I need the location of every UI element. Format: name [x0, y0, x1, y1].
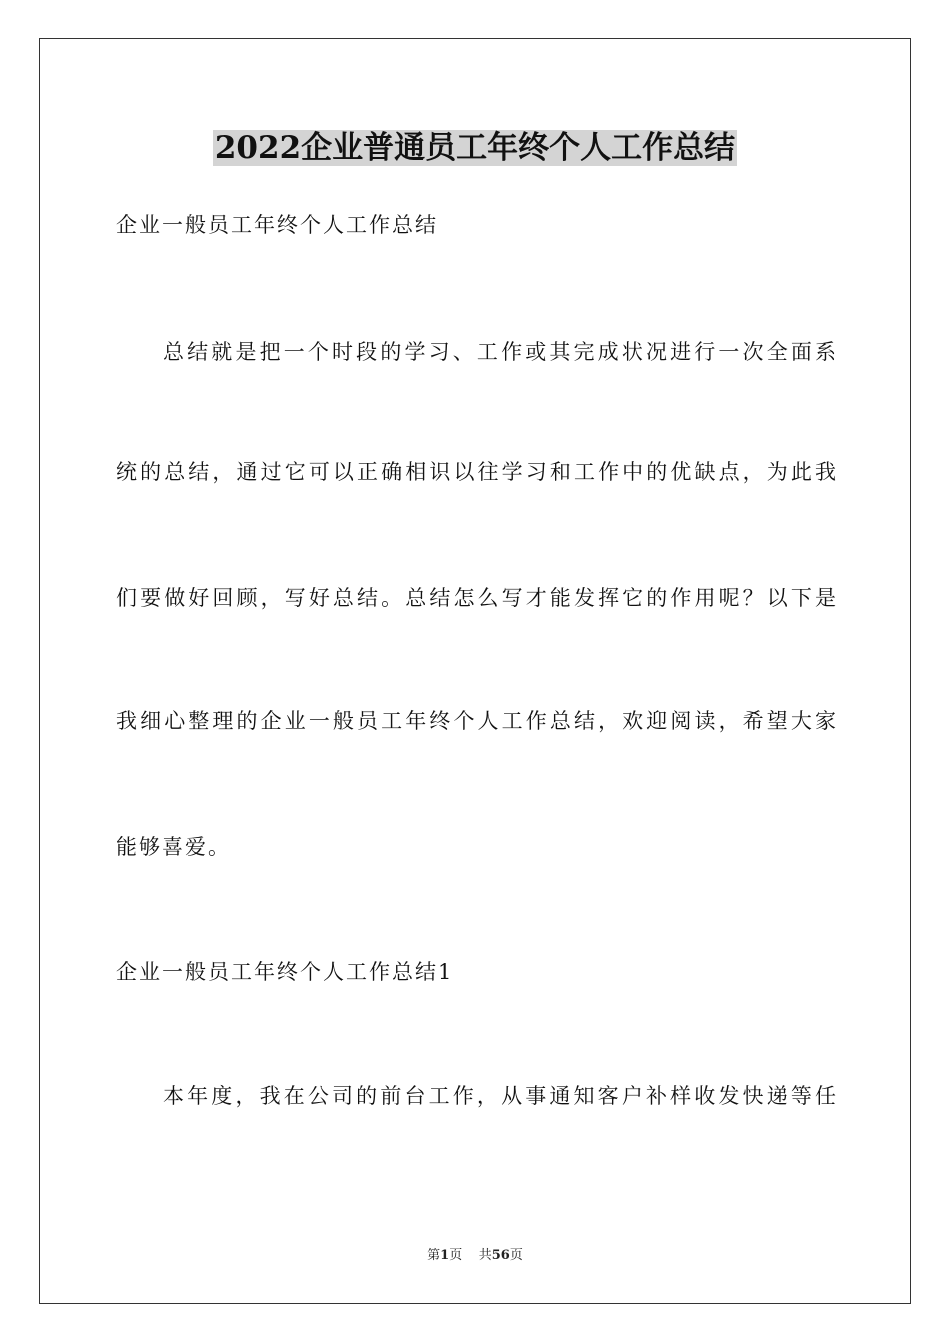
document-title — [0, 127, 950, 169]
footer-total-prefix: 共 — [478, 1248, 492, 1263]
footer-page-number: 1 — [440, 1248, 450, 1263]
paragraph-line: 我细心整理的企业一般员工年终个人工作总结，欢迎阅读，希望大家 — [116, 709, 836, 733]
paragraph-line: 统的总结，通过它可以正确相识以往学习和工作中的优缺点，为此我 — [116, 460, 836, 484]
section-heading: 企业一般员工年终个人工作总结 — [116, 213, 438, 237]
footer-total-suffix: 页 — [509, 1248, 523, 1263]
footer-total-pages: 56 — [491, 1248, 510, 1263]
paragraph-line: 本年度，我在公司的前台工作，从事通知客户补样收发快递等任 — [163, 1084, 836, 1108]
document-title-text: 2022企业普通员工年终个人工作总结 — [214, 130, 736, 166]
footer-page-suffix: 页 — [449, 1248, 463, 1263]
footer-page-prefix: 第 — [427, 1248, 441, 1263]
section-heading: 企业一般员工年终个人工作总结1 — [116, 960, 454, 984]
paragraph-line: 们要做好回顾，写好总结。总结怎么写才能发挥它的作用呢？以下是 — [116, 586, 836, 610]
page-footer — [0, 1247, 950, 1265]
paragraph-line: 总结就是把一个时段的学习、工作或其完成状况进行一次全面系 — [163, 340, 836, 364]
paragraph-line: 能够喜爱。 — [116, 835, 231, 859]
